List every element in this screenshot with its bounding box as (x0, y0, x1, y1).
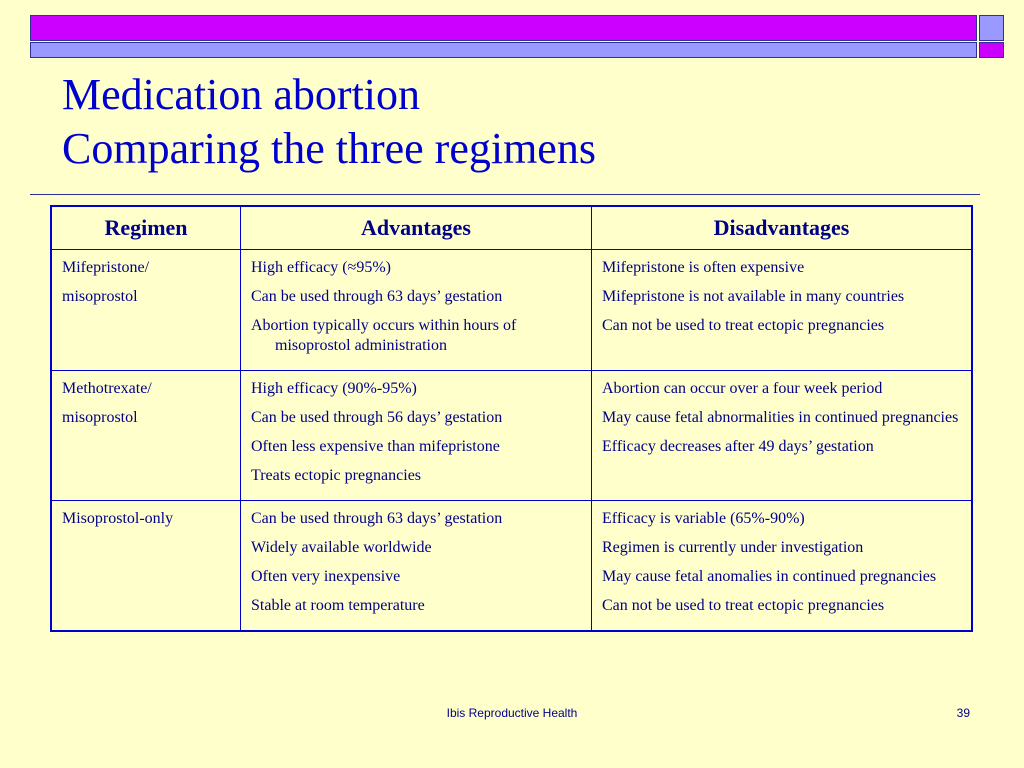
regimen-text: Misoprostol-only (62, 510, 174, 527)
header-bar-lavender (30, 42, 977, 58)
regimen-cell (51, 250, 241, 371)
disadvantage-item: Efficacy decreases after 49 days’ gestation (602, 438, 874, 455)
disadvantage-item: May cause fetal abnormalities in continued pregnancies (602, 409, 959, 426)
advantages-cell (241, 250, 592, 371)
advantage-item: Stable at room temperature (251, 597, 425, 614)
disadvantages-cell (592, 371, 973, 501)
advantage-item: Can be used through 63 days’ gestation (251, 510, 503, 527)
disadvantage-item: Regimen is currently under investigation (602, 539, 864, 556)
advantage-item: Can be used through 56 days’ gestation (251, 409, 503, 426)
footer-page-number: 39 (956, 706, 970, 720)
regimen-comparison-table (50, 205, 973, 632)
disadvantage-item: Abortion can occur over a four week period (602, 380, 883, 397)
header-disadvantages: Disadvantages (592, 206, 973, 250)
advantage-item: Treats ectopic pregnancies (251, 467, 422, 484)
disadvantage-item: Mifepristone is not available in many countries (602, 288, 905, 305)
disadvantage-item: Efficacy is variable (65%-90%) (602, 510, 805, 527)
advantage-item: Often less expensive than mifepristone (251, 438, 500, 455)
corner-square-lavender (979, 15, 1004, 41)
disadvantage-item: Can not be used to treat ectopic pregnancies (602, 597, 885, 614)
advantage-item: Often very inexpensive (251, 568, 401, 585)
disadvantage-item: Can not be used to treat ectopic pregnancies (602, 317, 885, 334)
slide-title (62, 68, 962, 176)
header-regimen: Regimen (51, 206, 241, 250)
regimen-cell (51, 371, 241, 501)
corner-square-magenta (979, 42, 1004, 58)
regimen-text: misoprostol (62, 288, 138, 305)
header-advantages: Advantages (241, 206, 592, 250)
disadvantages-cell (592, 501, 973, 632)
table-row (51, 250, 972, 371)
table-header-row (51, 206, 972, 250)
regimen-cell (51, 501, 241, 632)
table-row (51, 371, 972, 501)
disadvantage-item: May cause fetal anomalies in continued pregnancies (602, 568, 937, 585)
advantage-item: High efficacy (≈95%) (251, 259, 391, 276)
regimen-text: misoprostol (62, 409, 138, 426)
title-divider (30, 194, 980, 195)
advantages-cell (241, 371, 592, 501)
disadvantage-item: Mifepristone is often expensive (602, 259, 805, 276)
table-row (51, 501, 972, 632)
advantage-item: Widely available worldwide (251, 539, 432, 556)
slide-title-line1: Medication abortion (62, 70, 421, 119)
advantage-item: Can be used through 63 days’ gestation (251, 288, 503, 305)
regimen-text: Mifepristone/ (62, 259, 150, 276)
regimen-text: Methotrexate/ (62, 380, 152, 397)
advantages-cell (241, 501, 592, 632)
advantage-item: High efficacy (90%-95%) (251, 380, 417, 397)
advantage-item: Abortion typically occurs within hours of misoprostol administration (251, 317, 517, 354)
disadvantages-cell (592, 250, 973, 371)
footer-source: Ibis Reproductive Health (446, 706, 578, 720)
slide-title-line2: Comparing the three regimens (62, 124, 596, 173)
header-bar-magenta (30, 15, 977, 41)
